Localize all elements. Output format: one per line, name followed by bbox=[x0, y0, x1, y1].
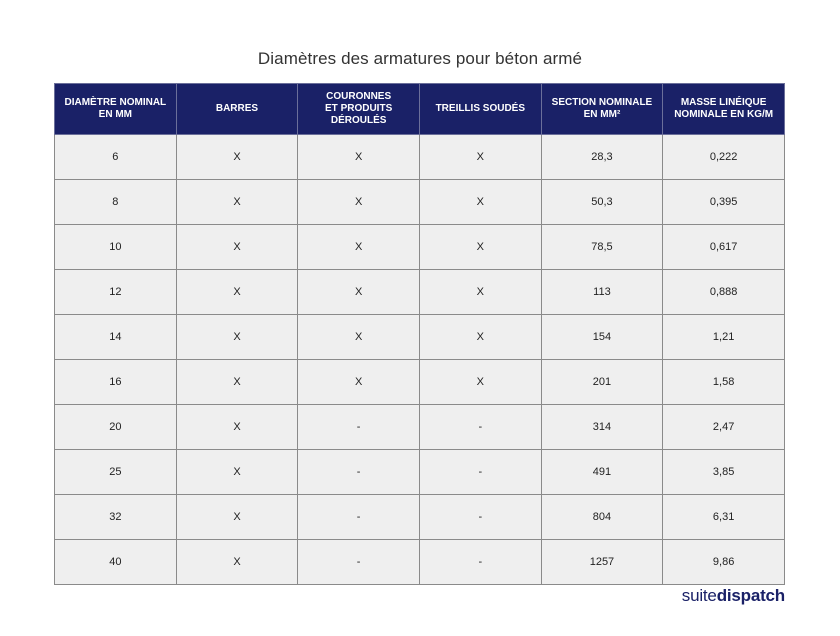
table-cell: 0,617 bbox=[663, 225, 785, 270]
table-row bbox=[55, 315, 785, 360]
table-cell: 1257 bbox=[541, 540, 663, 585]
table-cell: - bbox=[419, 540, 541, 585]
table-row bbox=[55, 225, 785, 270]
table-cell: 3,85 bbox=[663, 450, 785, 495]
table-cell: X bbox=[419, 180, 541, 225]
header-diametre-nominal: DIAMÈTRE NOMINAL EN MM bbox=[55, 84, 177, 135]
table-cell: X bbox=[298, 315, 420, 360]
table-cell: 50,3 bbox=[541, 180, 663, 225]
table-cell: X bbox=[298, 270, 420, 315]
table-cell: - bbox=[419, 450, 541, 495]
table-header-row bbox=[55, 84, 785, 135]
table-cell: X bbox=[176, 495, 298, 540]
table-cell: 16 bbox=[55, 360, 177, 405]
table-cell: 6,31 bbox=[663, 495, 785, 540]
table-row bbox=[55, 405, 785, 450]
rebar-diameter-table bbox=[54, 83, 785, 585]
table-row bbox=[55, 180, 785, 225]
table-cell: X bbox=[176, 360, 298, 405]
table-row bbox=[55, 135, 785, 180]
table-cell: X bbox=[419, 135, 541, 180]
table-cell: 78,5 bbox=[541, 225, 663, 270]
table-cell: X bbox=[176, 270, 298, 315]
table-cell: X bbox=[298, 360, 420, 405]
header-couronnes: COURONNES ET PRODUITS DÉROULÉS bbox=[298, 84, 420, 135]
table-cell: X bbox=[176, 540, 298, 585]
table-cell: 491 bbox=[541, 450, 663, 495]
table-cell: 6 bbox=[55, 135, 177, 180]
table-cell: 0,222 bbox=[663, 135, 785, 180]
table-row bbox=[55, 540, 785, 585]
table-cell: 25 bbox=[55, 450, 177, 495]
table-cell: X bbox=[176, 405, 298, 450]
table-cell: 201 bbox=[541, 360, 663, 405]
table-row bbox=[55, 450, 785, 495]
table-cell: 32 bbox=[55, 495, 177, 540]
table-cell: X bbox=[298, 180, 420, 225]
table-cell: X bbox=[298, 135, 420, 180]
header-section-nominale: SECTION NOMINALE EN MM² bbox=[541, 84, 663, 135]
table-cell: X bbox=[419, 315, 541, 360]
table-cell: - bbox=[298, 450, 420, 495]
table-cell: 12 bbox=[55, 270, 177, 315]
table-row bbox=[55, 270, 785, 315]
table-cell: 314 bbox=[541, 405, 663, 450]
brand-logo: suitedispatch bbox=[681, 586, 785, 605]
table-cell: 154 bbox=[541, 315, 663, 360]
table-cell: X bbox=[176, 225, 298, 270]
table-cell: 14 bbox=[55, 315, 177, 360]
table-cell: X bbox=[176, 315, 298, 360]
table-cell: 1,58 bbox=[663, 360, 785, 405]
header-barres: BARRES bbox=[176, 84, 298, 135]
table-cell: - bbox=[419, 495, 541, 540]
table-cell: 804 bbox=[541, 495, 663, 540]
table-cell: X bbox=[176, 135, 298, 180]
table-cell: 10 bbox=[55, 225, 177, 270]
table-cell: - bbox=[298, 540, 420, 585]
table-cell: 9,86 bbox=[663, 540, 785, 585]
table-cell: X bbox=[176, 180, 298, 225]
page-title: Diamètres des armatures pour béton armé bbox=[257, 49, 583, 68]
table-cell: 8 bbox=[55, 180, 177, 225]
table-cell: 0,395 bbox=[663, 180, 785, 225]
table-row bbox=[55, 495, 785, 540]
table-cell: 40 bbox=[55, 540, 177, 585]
table-cell: 28,3 bbox=[541, 135, 663, 180]
table-cell: 113 bbox=[541, 270, 663, 315]
table-row bbox=[55, 360, 785, 405]
table-cell: 1,21 bbox=[663, 315, 785, 360]
table-cell: 0,888 bbox=[663, 270, 785, 315]
table-cell: X bbox=[419, 270, 541, 315]
table-cell: X bbox=[176, 450, 298, 495]
table-cell: X bbox=[419, 225, 541, 270]
table-cell: X bbox=[419, 360, 541, 405]
table-cell: - bbox=[298, 405, 420, 450]
table-cell: - bbox=[419, 405, 541, 450]
table-cell: 20 bbox=[55, 405, 177, 450]
table-cell: 2,47 bbox=[663, 405, 785, 450]
table-cell: - bbox=[298, 495, 420, 540]
header-masse-lineique: MASSE LINÉIQUE NOMINALE EN KG/M bbox=[663, 84, 785, 135]
header-treillis-soudes: TREILLIS SOUDÉS bbox=[419, 84, 541, 135]
table-cell: X bbox=[298, 225, 420, 270]
